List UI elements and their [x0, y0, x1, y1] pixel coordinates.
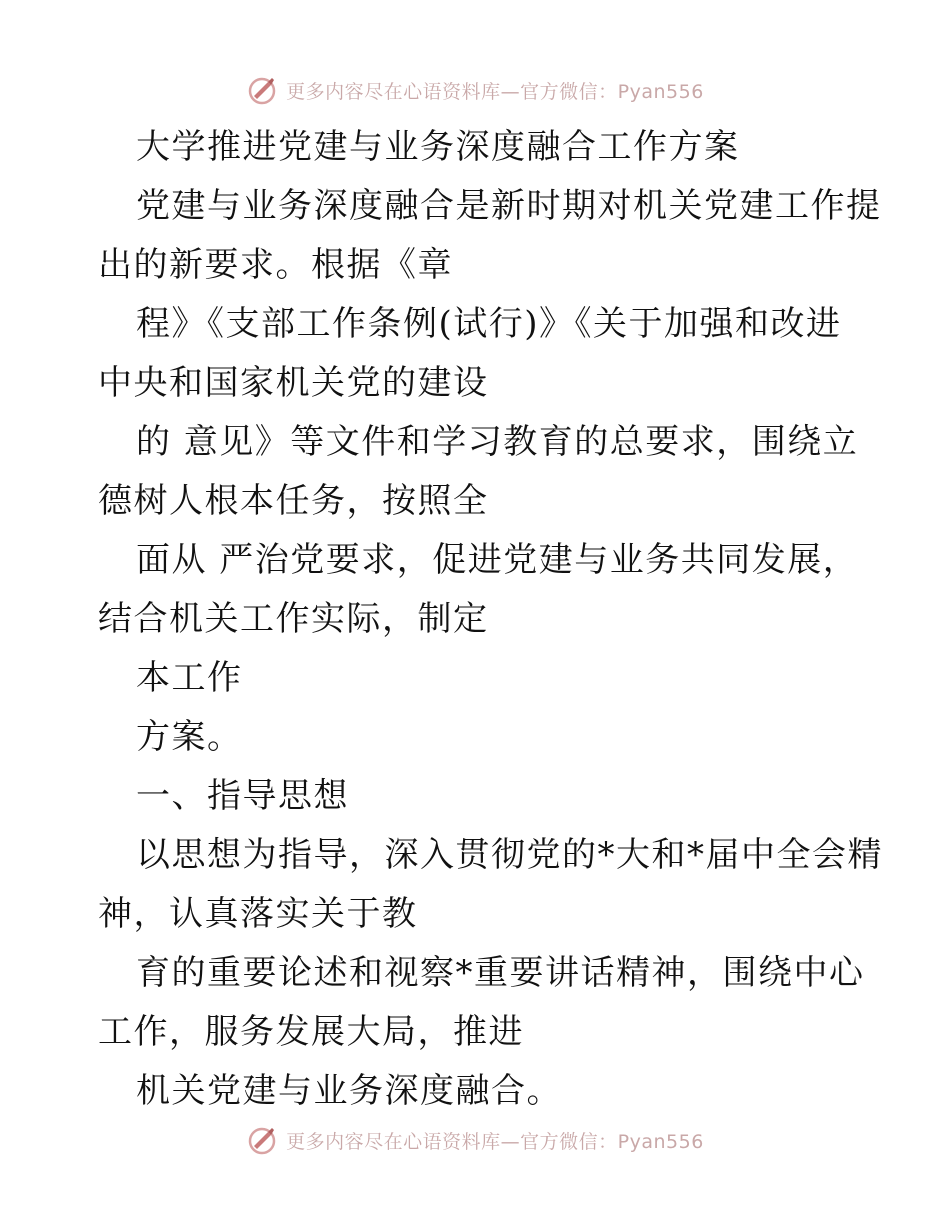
- footer-watermark-text: 更多内容尽在心语资料库—官方微信：Pyan556: [286, 1130, 704, 1153]
- paragraph-line: 党建与业务深度融合是新时期对机关党建工作提: [136, 186, 882, 226]
- header-watermark-banner: [0, 70, 950, 110]
- paragraph-line: 神，认真落实关于教: [98, 894, 418, 934]
- section-heading: 一、指导思想: [136, 776, 349, 816]
- paragraph-line: 结合机关工作实际，制定: [98, 599, 489, 639]
- brand-logo-icon: [246, 74, 278, 106]
- paragraph-line: 方案。: [136, 717, 243, 757]
- paragraph-line: 德树人根本任务，按照全: [98, 481, 489, 521]
- brand-logo-icon: [246, 1124, 278, 1156]
- paragraph-line: 面从 严治党要求，促进党建与业务共同发展，: [136, 540, 859, 580]
- paragraph-line: 本工作: [136, 658, 243, 698]
- paragraph-line: 机关党建与业务深度融合。: [136, 1071, 562, 1111]
- paragraph-line: 以思想为指导，深入贯彻党的*大和*届中全会精: [136, 835, 883, 875]
- paragraph-line: 程》《支部工作条例(试行)》《关于加强和改进: [136, 304, 842, 344]
- footer-watermark-banner: [0, 1120, 950, 1160]
- paragraph-line: 的 意见》等文件和学习教育的总要求，围绕立: [136, 422, 859, 462]
- header-watermark-text: 更多内容尽在心语资料库—官方微信：Pyan556: [286, 80, 704, 103]
- document-body: [98, 118, 883, 1121]
- paragraph-line: 出的新要求。根据《章: [98, 245, 453, 285]
- document-title: 大学推进党建与业务深度融合工作方案: [136, 127, 740, 167]
- paragraph-line: 工作，服务发展大局，推进: [98, 1012, 524, 1052]
- paragraph-line: 中央和国家机关党的建设: [98, 363, 489, 403]
- paragraph-line: 育的重要论述和视察*重要讲话精神，围绕中心: [136, 953, 865, 993]
